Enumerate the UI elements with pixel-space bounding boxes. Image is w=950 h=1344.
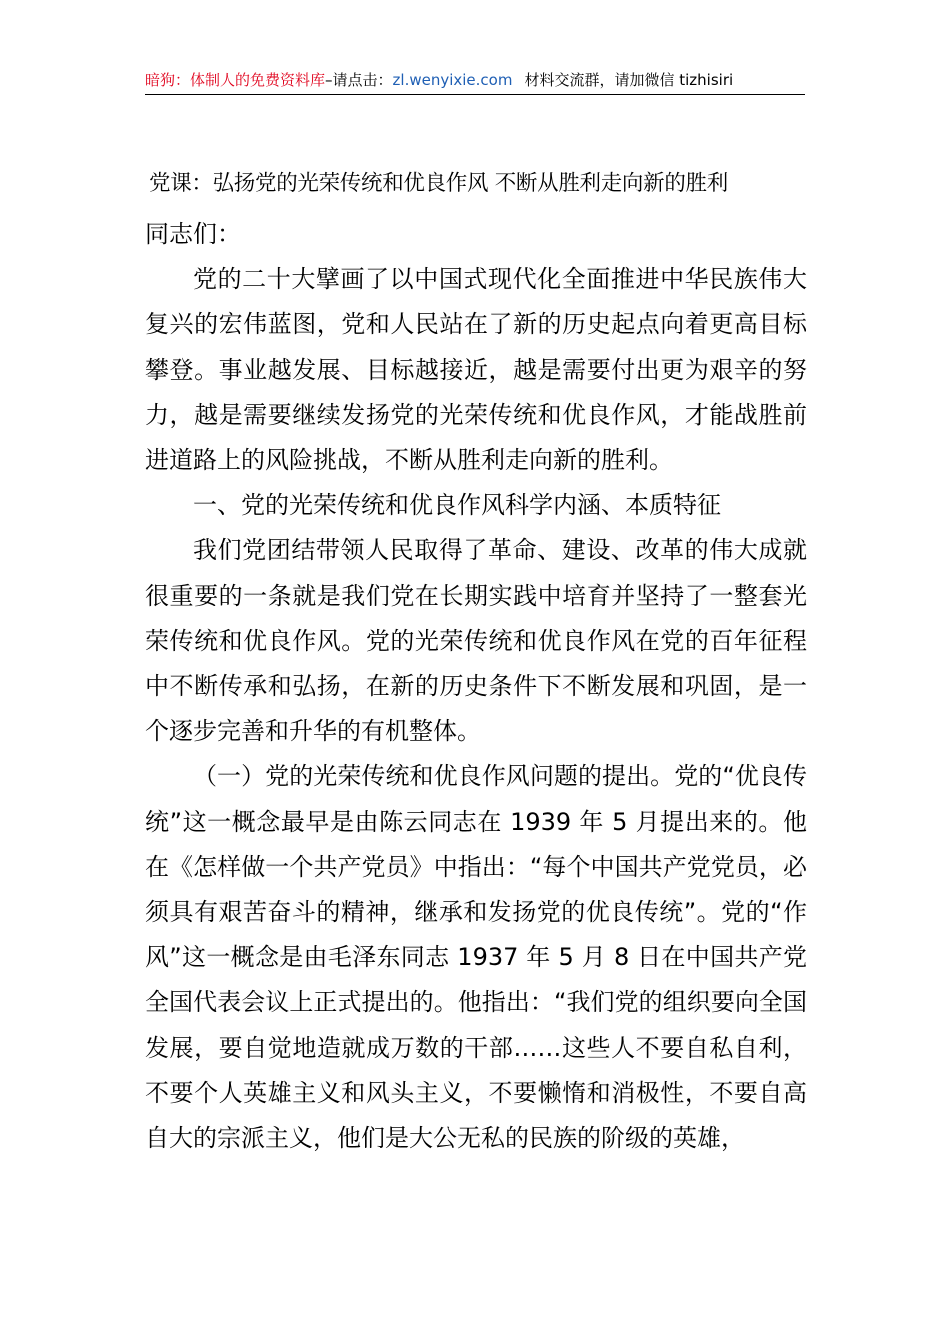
header-link[interactable]: zl.wenyixie.com bbox=[392, 71, 513, 89]
document-title: 党课：弘扬党的光荣传统和优良作风 不断从胜利走向新的胜利 bbox=[149, 171, 728, 196]
header-brand: 暗狗：体制人的免费资料库 bbox=[145, 71, 326, 89]
paragraph-intro: 党的二十大擘画了以中国式现代化全面推进中华民族伟大复兴的宏伟蓝图，党和人民站在了新的历史起点向着更高目标攀登。事业越发展、目标越接近，越是需要付出更为艰辛的努力，越是需要继续发扬党的光荣传统和优良作风，才能战胜前进道路上的风险挑战，不断从胜利走向新的胜利。 bbox=[145, 265, 807, 475]
header-link-prefix: –请点击： bbox=[325, 71, 393, 89]
document-body bbox=[145, 212, 807, 1161]
paragraph-achievements: 我们党团结带领人民取得了革命、建设、改革的伟大成就很重要的一条就是我们党在长期实践中培育并坚持了一整套光荣传统和优良作风。党的光荣传统和优良作风在党的百年征程中不断传承和弘扬，在新的历史条件下不断发展和巩固，是一个逐步完善和升华的有机整体。 bbox=[145, 536, 807, 746]
paragraph-subsection-one: （一）党的光荣传统和优良作风问题的提出。党的“优良传统”这一概念最早是由陈云同志在 1939 年 5 月提出来的。他在《怎样做一个共产党员》中指出：“每个中国共产党党员，必须具有艰苦奋斗的精神，继承和发扬党的优良传统”。党的“作风”这一概念是由毛泽东同志 1937 年 5 月 8 日在中国共产党全国代表会议上正式提出的。他指出：“我们党的组织要向全国发展，要自觉地造就成万数的干部……这些人不要自私自利，不要个人英雄主义和风头主义，不要懒惰和消极性，不要自高自大的宗派主义，他们是大公无私的民族的阶级的英雄， bbox=[145, 762, 807, 1153]
section-heading: 一、党的光荣传统和优良作风科学内涵、本质特征 bbox=[193, 491, 721, 520]
page-header bbox=[145, 66, 805, 95]
salutation: 同志们： bbox=[145, 220, 241, 248]
header-contact: 材料交流群，请加微信 tizhisiri bbox=[524, 71, 734, 89]
